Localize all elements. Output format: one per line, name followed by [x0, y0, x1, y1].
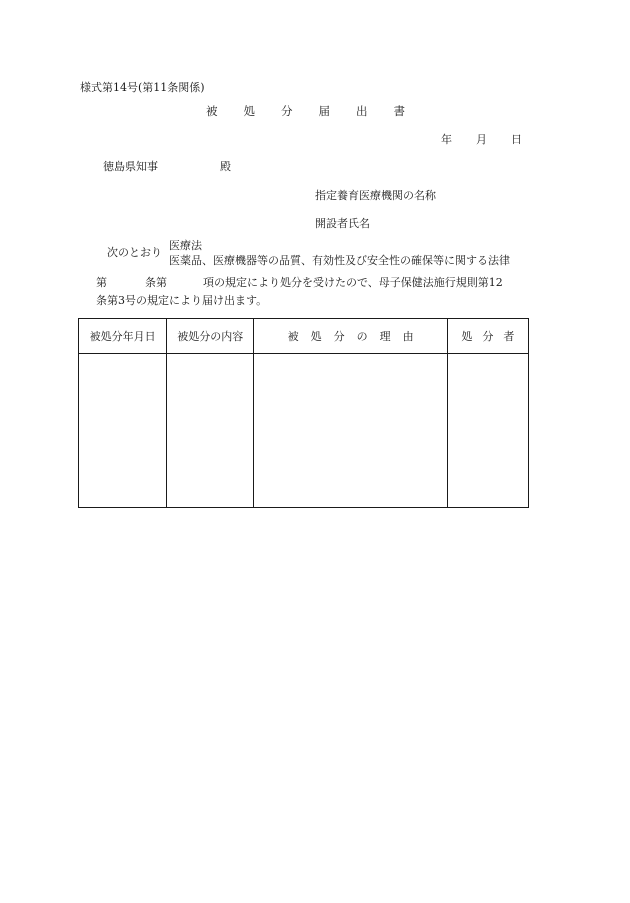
- header-char: 由: [402, 330, 414, 343]
- title-char: 出: [356, 104, 368, 118]
- date-month-label: 月: [476, 133, 487, 146]
- addressee: 徳島県知事: [103, 160, 158, 173]
- founder-name-label: 開設者氏名: [315, 217, 370, 230]
- institution-name-label: 指定養育医療機関の名称: [315, 189, 436, 202]
- title-char: 被: [206, 104, 218, 118]
- header-char: の: [356, 330, 368, 343]
- law-option-medical-care-act: 医療法: [169, 239, 202, 252]
- document-title: [206, 106, 405, 118]
- title-char: 分: [281, 104, 293, 118]
- header-disposition-content: 被処分の内容: [167, 319, 254, 354]
- honorific: 殿: [220, 160, 231, 173]
- article-rest: 項の規定により処分を受けたので、母子保健法施行規則第12: [203, 276, 503, 289]
- table-header-row: [79, 319, 529, 354]
- body-lead-text: 次のとおり: [107, 246, 162, 259]
- header-char: 分: [482, 330, 494, 343]
- date-line: [441, 134, 522, 145]
- title-char: 書: [393, 104, 405, 118]
- header-disposition-reason: [254, 319, 447, 354]
- date-day-label: 日: [511, 133, 522, 146]
- cell-disposing-authority: [447, 354, 528, 508]
- law-option-pmd-act: 医薬品、医療機器等の品質、有効性及び安全性の確保等に関する法律: [169, 254, 510, 267]
- header-char: 被: [287, 330, 299, 343]
- header-char: 処: [461, 330, 473, 343]
- header-disposing-authority: [447, 319, 528, 354]
- cell-disposition-reason: [254, 354, 447, 508]
- title-char: 届: [318, 104, 330, 118]
- article-mid: 条第: [145, 276, 167, 289]
- cell-disposition-date: [79, 354, 167, 508]
- header-disposition-date: 被処分年月日: [79, 319, 167, 354]
- table-row: [79, 354, 529, 508]
- header-char: 理: [379, 330, 391, 343]
- form-number: 様式第14号(第11条関係): [80, 81, 205, 94]
- date-year-label: 年: [441, 133, 452, 146]
- header-char: 分: [333, 330, 345, 343]
- header-char: 処: [310, 330, 322, 343]
- article-prefix: 第: [96, 276, 107, 289]
- body-closing-line: 条第3号の規定により届け出ます。: [96, 294, 268, 307]
- cell-disposition-content: [167, 354, 254, 508]
- header-char: 者: [503, 330, 515, 343]
- title-char: 処: [243, 104, 255, 118]
- disposition-record-table: [78, 318, 529, 508]
